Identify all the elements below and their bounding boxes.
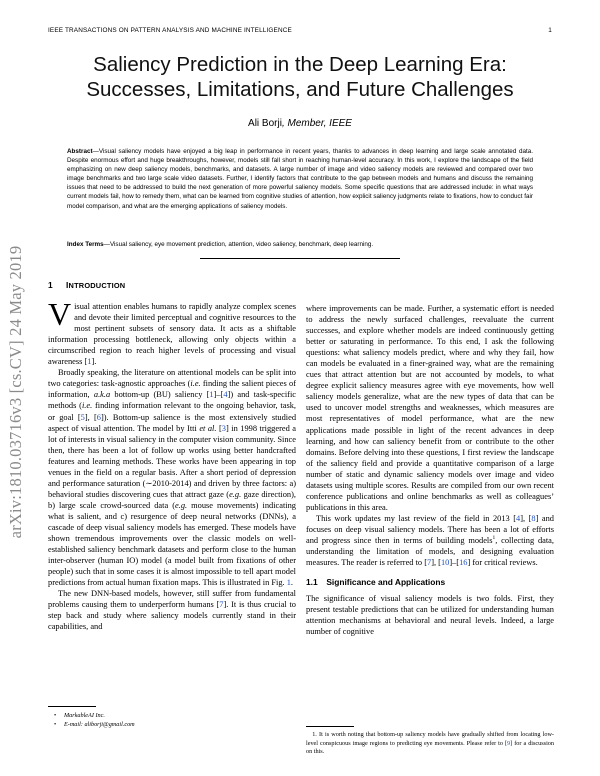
section-heading (48, 280, 296, 291)
text-run: ]–[ (213, 390, 224, 400)
email-item (48, 720, 296, 729)
text-run: . (290, 578, 294, 588)
text-run: finding the salient pieces of information, (48, 379, 296, 400)
drop-cap: V (48, 296, 72, 333)
text-run: Broadly speaking, the literature on attentional models can be split into two categories: task-agnostic approaches ( (48, 368, 296, 389)
footnote-rule-right (306, 726, 354, 727)
footnote-1 (306, 731, 554, 757)
citation-link[interactable]: 7 (219, 600, 224, 610)
title-line-1: Saliency Prediction in the Deep Learning Era: (93, 53, 507, 76)
text-run: [ (216, 423, 222, 433)
journal-name: IEEE TRANSACTIONS ON PATTERN ANALYSIS AND MACHINE INTELLIGENCE (48, 27, 292, 34)
right-column (306, 303, 554, 637)
citation-link[interactable]: 1 (209, 390, 214, 400)
text-run: ]). Bottom-up salience is the most extensively studied aspect of visual attention. The model by Itti (48, 412, 297, 433)
citation-link[interactable]: 6 (96, 412, 101, 422)
citation-link[interactable]: 1 (87, 357, 92, 367)
text-run: ]) and task-specific methods ( (48, 390, 296, 411)
running-header (48, 27, 552, 34)
section-title-rest: NTRODUCTION (68, 281, 126, 290)
section-number: 1 (48, 280, 53, 290)
text-run: ] for critical reviews. (467, 558, 538, 568)
arxiv-stamp: arXiv:1810.03716v3 [cs.CV] 24 May 2019 (6, 245, 25, 539)
title-line-2: Successes, Limitations, and Future Challenges (86, 78, 514, 101)
citation-link[interactable]: 5 (80, 412, 85, 422)
text-run: finding information relevant to the ongoing behavior, task, or goal [ (48, 401, 296, 422)
text-run: et al. (199, 423, 217, 433)
col2-paragraph-1: where improvements can be made. Further, a systematic effort is needed to address the newly surfaced challenges, reevaluate the current successes, and explore whether models are indeed continuously getting better or saturating in performance. To this end, I ask the following questions: what saliency models predict, where and why they fail, how can models be evaluated in a finer-grained way, what are the remaining cues that attract attention but are not accounted by models, to what degree explicit saliency measures agree with eye movements, how well saliency models generalize, what are the new types of data that can be used to uncover model strengths and weaknesses, which measures are most representatives of model performance, what are the new applications made possible in light of the recent advances in deep learning, and how can saliency benefit from or contribute to the other domains. Before delving into these questions, I first review the landscape of the saliency field and provide a quantitative comparison of a large number of static and dynamic saliency models over image and video datasets using multiple scores. Results are compiled from our own recent conference publications and online benchmarks as well as colleagues’ publications in this area. (306, 304, 554, 512)
text-run: i.e. (190, 379, 201, 389)
text-run: ] in 1998 triggered a lot of interests in visual saliency in the computer vision community. Since then, there has been a lot of follow up works using better handcrafted features and learning methods. These works have been appearing in top venues in the field on a regular basis. After a short period of depression and performance saturation (∼2010-2014) and driven by three factors: a) behavioral studies discovering cues that attract gaze ( (48, 423, 296, 499)
author-line (0, 118, 600, 129)
text-run: gaze direction), b) large scale crowd-sourced data ( (48, 489, 296, 510)
citation-link[interactable]: 8 (531, 513, 536, 523)
text-run: It is worth noting that bottom-up saliency models have gradually shifted from locating low-level conspicuous image regions to predicting eye movements. Please refer to [ (306, 731, 554, 747)
affiliation-item (48, 711, 296, 720)
text-run: ] for a discussion on this. (306, 739, 554, 756)
text-run: ], [ (520, 513, 532, 523)
footnote-rule-left (48, 706, 96, 707)
author-email: E-mail: aliborji@gmail.com (64, 721, 135, 728)
intro-paragraph-2 (48, 367, 296, 588)
subsection-heading (306, 577, 554, 588)
citation-link[interactable]: 7 (427, 558, 432, 568)
intro-paragraph-1 (48, 296, 296, 367)
index-terms (67, 240, 533, 249)
paper-title (40, 52, 560, 102)
text-run: e.g. (229, 489, 242, 499)
text-run: This work updates my last review of the field in 2013 [ (316, 513, 517, 523)
intro-paragraph-3 (48, 588, 296, 632)
col2-paragraph-3: The significance of visual saliency models is two folds. First, they present testable predictions that can be utilized for understanding human attention mechanisms at behavioral and neural levels. Indeed, a large number of cognitive (306, 594, 554, 637)
citation-link[interactable]: 9 (507, 739, 511, 747)
text-run: mouse movements) indicating what is salient, and c) resurgence of deep neural networks (DNNs), a cascade of deep visual saliency models has emerged. These models have shown tremendous improvements over the classic models on well-established saliency benchmark datasets and perform close to the human inter-observer (human IO) model (a model built from fixations of other people) such that in some cases it is almost impossible to tell apart model predictions from actual human fixation maps. This is illustrated in Fig. (48, 500, 296, 588)
author-name: Ali Borji (248, 118, 282, 129)
page-number: 1 (548, 27, 552, 34)
text-run: bottom-up (BU) saliency [ (110, 390, 210, 400)
left-column (48, 280, 296, 632)
text-run: a.k.a (93, 390, 111, 400)
citation-link[interactable]: 4 (223, 390, 228, 400)
abstract-text: —Visual saliency models have enjoyed a big leap in performance in recent years, thanks to advances in deep learning and large scale annotated data. Despite enormous effort and huge breakthroughs, however, models still fall short in reaching human-level accuracy. In this work, I explore the landscape of the field emphasizing on new deep saliency models, benchmarks, and datasets. A large number of image and video saliency models are reviewed and compared over two image benchmarks and two large scale video datasets. Further, I identify factors that contribute to the gap between models and humans and discuss the remaining issues that need to be addressed to build the next generation of more powerful saliency models. Some specific questions that are addressed include: in what ways current models fail, how to remedy them, what can be learned from cognitive studies of attention, how explicit saliency judgments relate to fixations, how to conduct fair model comparison, and what are the emerging applications of saliency models. (67, 148, 533, 210)
text-run: The new DNN-based models, however, still suffer from fundamental problems causing them to underperform humans [ (48, 589, 296, 610)
citation-link[interactable]: 10 (440, 558, 450, 568)
affiliation-name: MarkableAI Inc. (64, 712, 105, 719)
subsection-number: 1.1 (306, 577, 318, 588)
text-run: ] and focuses on deep visual saliency models. There has been a lot of efforts and progress since then in terms of building models (306, 513, 554, 545)
footnote-number: 1. (312, 731, 317, 738)
abstract-divider (200, 258, 400, 259)
text-run: ], [ (84, 412, 97, 422)
text-run: i.e. (81, 401, 93, 411)
text-run: e.g. (175, 500, 188, 510)
citation-link[interactable]: 3 (221, 423, 226, 433)
text-run: ]–[ (449, 558, 460, 568)
text-run: isual attention enables humans to rapidly analyze complex scenes and devote their limited perceptual and cognitive resources to the most pertinent subsets of sensory data. It acts as a shiftable information processing bottleneck, allowing only objects within a circumscribed region to reach higher levels of processing and visual awareness [ (48, 302, 296, 367)
col2-paragraph-2 (306, 513, 554, 568)
subsection-title: Significance and Applications (326, 577, 446, 588)
affiliation-footnote (48, 711, 296, 729)
figure-link[interactable]: 1 (286, 578, 291, 588)
text-run: ]. It is thus crucial to step back and study where saliency models currently stand in their capabilities, and (48, 600, 296, 632)
abstract (67, 147, 533, 211)
index-terms-text: —Visual saliency, eye movement prediction, attention, video saliency, benchmark, deep learning. (103, 241, 374, 248)
citation-link[interactable]: 16 (459, 558, 468, 568)
abstract-label: Abstract (67, 148, 93, 155)
author-membership: , Member, IEEE (281, 118, 352, 129)
citation-link[interactable]: 4 (516, 513, 521, 523)
index-terms-label: Index Terms (67, 241, 104, 248)
footnote-mark[interactable]: 1 (492, 535, 496, 542)
text-run: , collecting data, understanding the limitation of models, and designing evaluation measures. The reader is referred to [ (306, 535, 554, 568)
text-run: ], [ (431, 558, 441, 568)
text-run: ]. (91, 357, 97, 367)
section-title-initial: I (66, 280, 69, 290)
